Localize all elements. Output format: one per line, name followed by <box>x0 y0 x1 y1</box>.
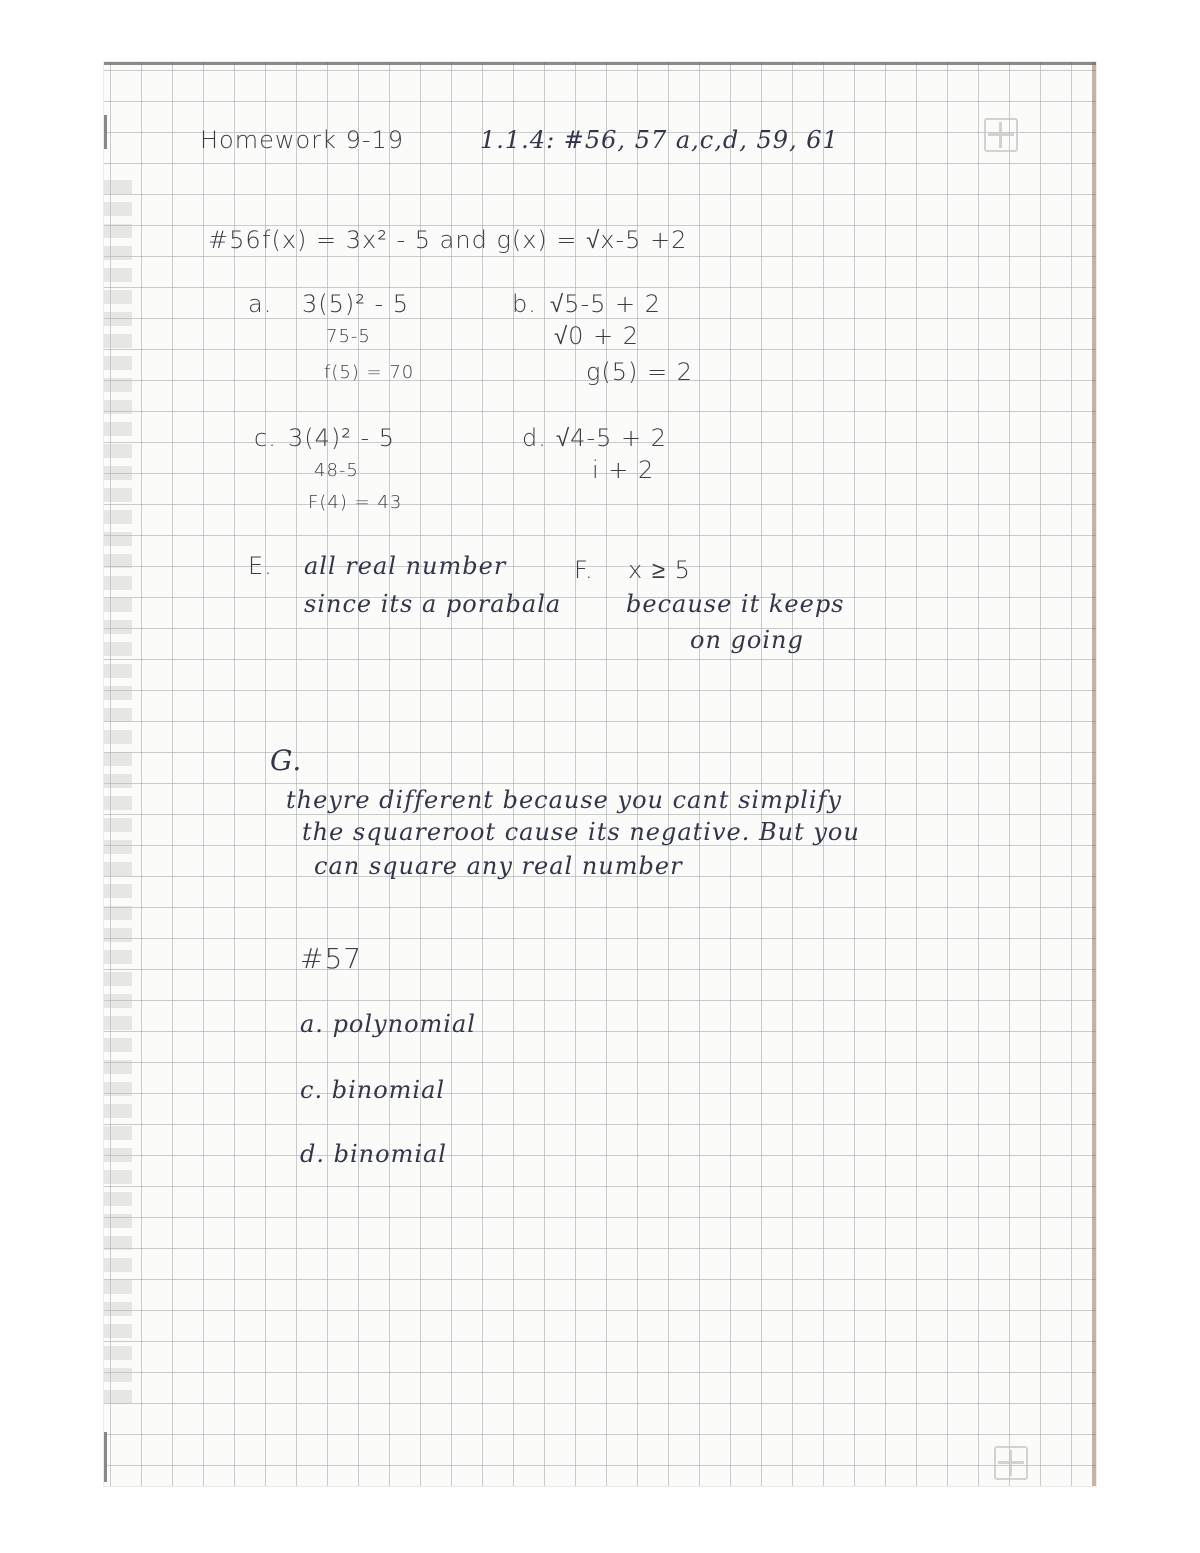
part-c-line-1: 3(4)² - 5 <box>288 424 396 452</box>
assignment-list: 1.1.4: #56, 57 a,c,d, 59, 61 <box>480 126 839 154</box>
problem-57-part-a: a. polynomial <box>300 1010 476 1038</box>
part-e-label: E. <box>248 552 273 580</box>
problem-57-label: #57 <box>300 942 363 975</box>
left-edge-mark-top <box>104 115 107 149</box>
part-f-line-3: on going <box>690 626 804 654</box>
part-f-label: F. <box>574 556 594 584</box>
problem-57-part-c: c. binomial <box>300 1076 446 1104</box>
part-b-line-1: √5-5 + 2 <box>550 290 662 318</box>
part-g-line-3: can square any real number <box>314 852 683 880</box>
part-c-line-3: F(4) = 43 <box>308 492 403 513</box>
homework-title: Homework 9-19 <box>200 126 405 154</box>
part-a-line-1: 3(5)² - 5 <box>302 290 410 318</box>
corner-marker-bottom-icon <box>994 1446 1028 1480</box>
part-e-line-2: since its a porabala <box>304 590 562 618</box>
part-f-line-1: x ≥ 5 <box>628 556 691 584</box>
corner-marker-top-icon <box>984 118 1018 152</box>
part-d-label: d. <box>522 424 547 452</box>
part-a-label: a. <box>248 290 273 318</box>
part-b-line-2: √0 + 2 <box>554 322 640 350</box>
graph-paper-page <box>104 62 1096 1486</box>
part-f-line-2: because it keeps <box>626 590 845 618</box>
problem-56-given: f(x) = 3x² - 5 and g(x) = √x-5 +2 <box>262 226 688 254</box>
part-g-line-2: the squareroot cause its negative. But you <box>302 818 860 846</box>
notebook-binding <box>104 180 132 1410</box>
part-c-label: c. <box>254 424 277 452</box>
part-e-line-1: all real number <box>304 552 507 580</box>
left-edge-mark-bottom <box>104 1432 107 1482</box>
part-b-label: b. <box>512 290 537 318</box>
problem-57-part-d: d. binomial <box>300 1140 447 1168</box>
part-a-line-3: f(5) = 70 <box>324 362 415 383</box>
part-c-line-2: 48-5 <box>314 460 359 481</box>
part-d-line-1: √4-5 + 2 <box>556 424 668 452</box>
part-a-line-2: 75-5 <box>326 326 371 347</box>
part-g-line-1: theyre different because you cant simplify <box>286 786 842 814</box>
part-b-line-3: g(5) = 2 <box>586 358 694 386</box>
part-d-line-2: i + 2 <box>592 456 655 484</box>
problem-56-label: #56 <box>208 226 262 254</box>
part-g-label: G. <box>270 744 303 777</box>
